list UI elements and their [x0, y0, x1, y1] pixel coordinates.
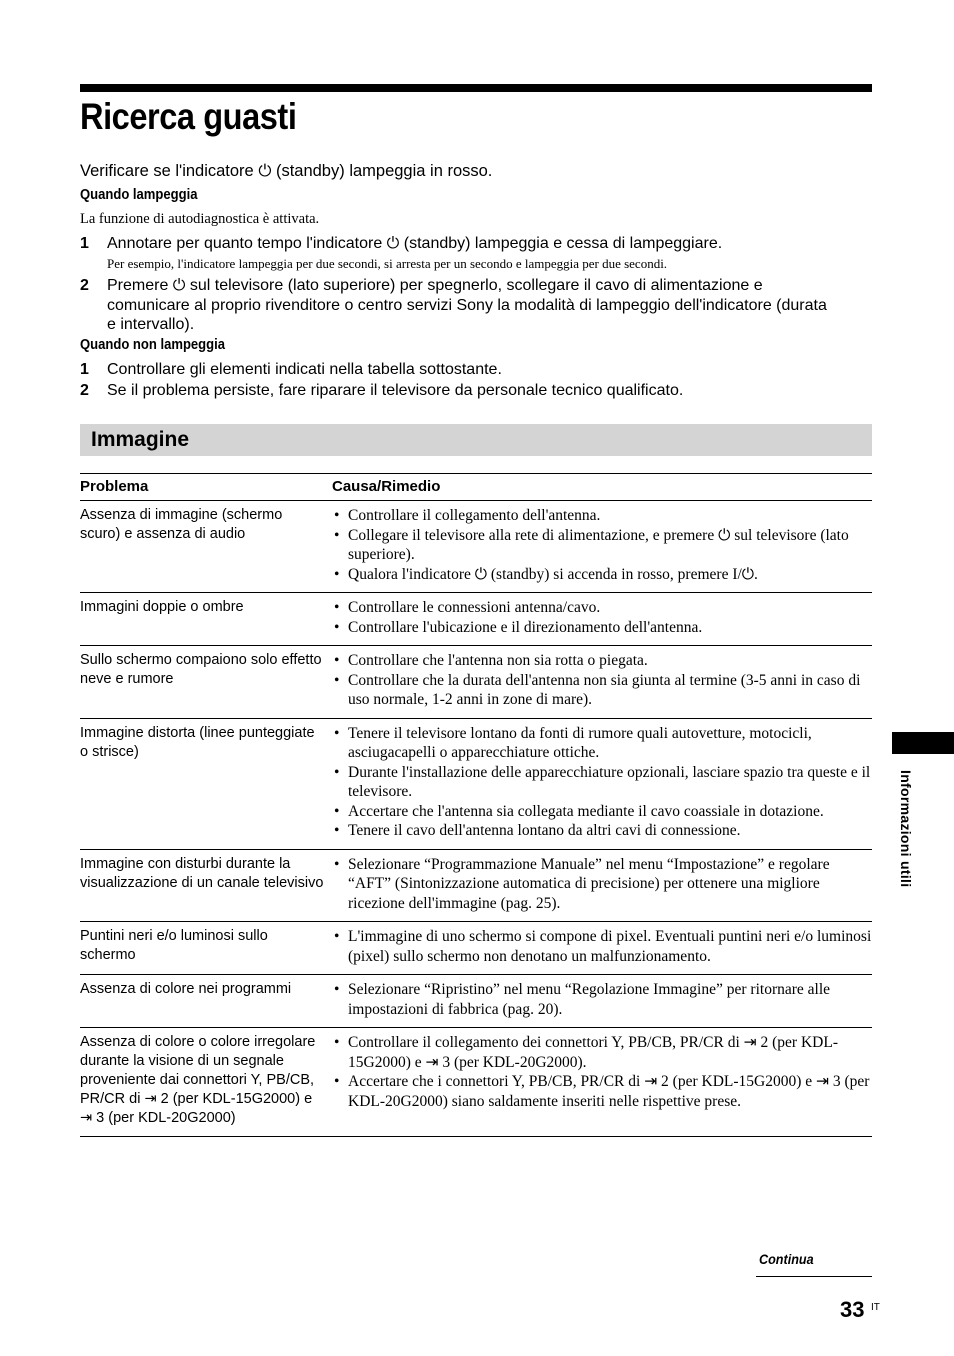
table-header-row: [80, 474, 872, 501]
cause-cell: [332, 922, 872, 975]
table-row: [80, 501, 872, 593]
blinking-description: La funzione di autodiagnostica è attivata.: [80, 211, 320, 227]
table-row: [80, 593, 872, 646]
section-title: Immagine: [91, 428, 190, 451]
table-row: [80, 646, 872, 719]
problem-cell: Immagine distorta (linee punteggiate o strisce): [80, 718, 332, 849]
problem-cell: Immagine con disturbi durante la visualizzazione di un canale televisivo: [80, 849, 332, 922]
problem-cell: Immagini doppie o ombre: [80, 593, 332, 646]
step-number: 2: [80, 277, 89, 294]
remedy-item: • Selezionare “Programmazione Manuale” nel menu “Impostazione” e regolare “AFT” (Sintonizzazione automatica di precisione) per ottenere una migliore ricezione dell'immagine (pag. 25).: [332, 855, 872, 914]
continue-label: Continua: [759, 1251, 814, 1267]
cause-cell: [332, 593, 872, 646]
remedy-item: • L'immagine di uno schermo si compone di pixel. Eventuali puntini neri e/o luminosi (pixel) sullo schermo non denotano un malfunzionamento.: [332, 927, 872, 966]
cause-cell: [332, 646, 872, 719]
table-row: [80, 922, 872, 975]
step-number: 1: [80, 235, 89, 252]
side-label-text: Informazioni utili: [898, 770, 914, 888]
not-blinking-heading: Quando non lampeggia: [80, 337, 226, 353]
page-language: IT: [871, 1302, 880, 1313]
problem-cell: Assenza di colore o colore irregolare durante la visione di un segnale proveniente dai connettori Y, PB/CB, PR/CR di ⇥ 2 (per KDL-15G2000) e ⇥ 3 (per KDL-20G2000): [80, 1028, 332, 1137]
problem-cell: Puntini neri e/o luminosi sullo schermo: [80, 922, 332, 975]
problem-cell: Assenza di immagine (schermo scuro) e assenza di audio: [80, 501, 332, 593]
remedy-item: • Controllare che l'antenna non sia rotta o piegata.: [332, 651, 872, 671]
step-text: Annotare per quanto tempo l'indicatore ⏻ (standby) lampeggia e cessa di lampeggiare.: [107, 235, 723, 252]
cause-cell: [332, 501, 872, 593]
title-rule: [80, 84, 872, 92]
continue-rule: [756, 1276, 872, 1277]
remedy-item: • Controllare l'ubicazione e il direzionamento dell'antenna.: [332, 618, 872, 638]
remedy-item: • Durante l'installazione delle apparecchiature opzionali, lasciare spazio tra queste e il televisore.: [332, 763, 872, 802]
cause-column-header: Causa/Rimedio: [332, 474, 872, 501]
remedy-item: • Controllare le connessioni antenna/cavo.: [332, 598, 872, 618]
side-section-label: [892, 770, 922, 930]
cause-cell: [332, 718, 872, 849]
cause-cell: [332, 1028, 872, 1137]
remedy-item: • Controllare il collegamento dell'antenna.: [332, 506, 872, 526]
remedy-item: • Accertare che i connettori Y, PB/CB, PR/CR di ⇥ 2 (per KDL-15G2000) e ⇥ 3 (per KDL-20G2000) siano saldamente inseriti nelle rispettive prese.: [332, 1072, 872, 1111]
problem-cell: Assenza di colore nei programmi: [80, 975, 332, 1028]
remedy-item: • Collegare il televisore alla rete di alimentazione, e premere ⏻ sul televisore (lato superiore).: [332, 526, 872, 565]
blink-step-1-note: Per esempio, l'indicatore lampeggia per due secondi, si arresta per un secondo e lampeggia per due secondi.: [107, 256, 668, 271]
remedy-item: • Accertare che l'antenna sia collegata mediante il cavo coassiale in dotazione.: [332, 802, 872, 822]
table-row: [80, 718, 872, 849]
problem-column-header: Problema: [80, 474, 332, 501]
remedy-item: • Tenere il cavo dell'antenna lontano da altri cavi di connessione.: [332, 821, 872, 841]
remedy-item: • Controllare il collegamento dei connettori Y, PB/CB, PR/CR di ⇥ 2 (per KDL-15G2000) e ⇥ 3 (per KDL-20G2000).: [332, 1033, 872, 1072]
noblink-step-1: [80, 360, 840, 380]
step-number: 1: [80, 361, 89, 378]
step-text: Controllare gli elementi indicati nella tabella sottostante.: [107, 361, 502, 378]
blink-step-1: [80, 234, 840, 254]
remedy-item: • Tenere il televisore lontano da fonti di rumore quali autovetture, motocicli, asciugacapelli o apparecchiature ottiche.: [332, 724, 872, 763]
problem-cell: Sullo schermo compaiono solo effetto neve e rumore: [80, 646, 332, 719]
step-text: Premere ⏻ sul televisore (lato superiore) per spegnerlo, scollegare il cavo di alimentazione e comunicare al proprio rivenditore o centro servizi Sony la modalità di lampeggio dell'indicatore (durata e intervallo).: [107, 277, 827, 333]
blink-step-2: [80, 276, 840, 335]
table-row: [80, 975, 872, 1028]
page-title: Ricerca guasti: [80, 96, 297, 137]
remedy-item: • Qualora l'indicatore ⏻ (standby) si accenda in rosso, premere I/⏻.: [332, 565, 872, 585]
page-number: 33: [840, 1297, 865, 1322]
cause-cell: [332, 975, 872, 1028]
table-row: [80, 1028, 872, 1137]
troubleshooting-table: [80, 473, 872, 1137]
cause-cell: [332, 849, 872, 922]
section-bar: [80, 424, 872, 456]
noblink-step-2: [80, 381, 840, 401]
step-number: 2: [80, 382, 89, 399]
blinking-heading: Quando lampeggia: [80, 187, 198, 203]
table-row: [80, 849, 872, 922]
step-text: Se il problema persiste, fare riparare il televisore da personale tecnico qualificato.: [107, 382, 684, 399]
remedy-item: • Selezionare “Ripristino” nel menu “Regolazione Immagine” per ritornare alle impostazioni di fabbrica (pag. 20).: [332, 980, 872, 1019]
side-thumb-tab: [892, 732, 954, 754]
intro-text: Verificare se l'indicatore ⏻ (standby) lampeggia in rosso.: [80, 162, 493, 180]
remedy-item: • Controllare che la durata dell'antenna non sia giunta al termine (3-5 anni in caso di uso normale, 1-2 anni in zone di mare).: [332, 671, 872, 710]
